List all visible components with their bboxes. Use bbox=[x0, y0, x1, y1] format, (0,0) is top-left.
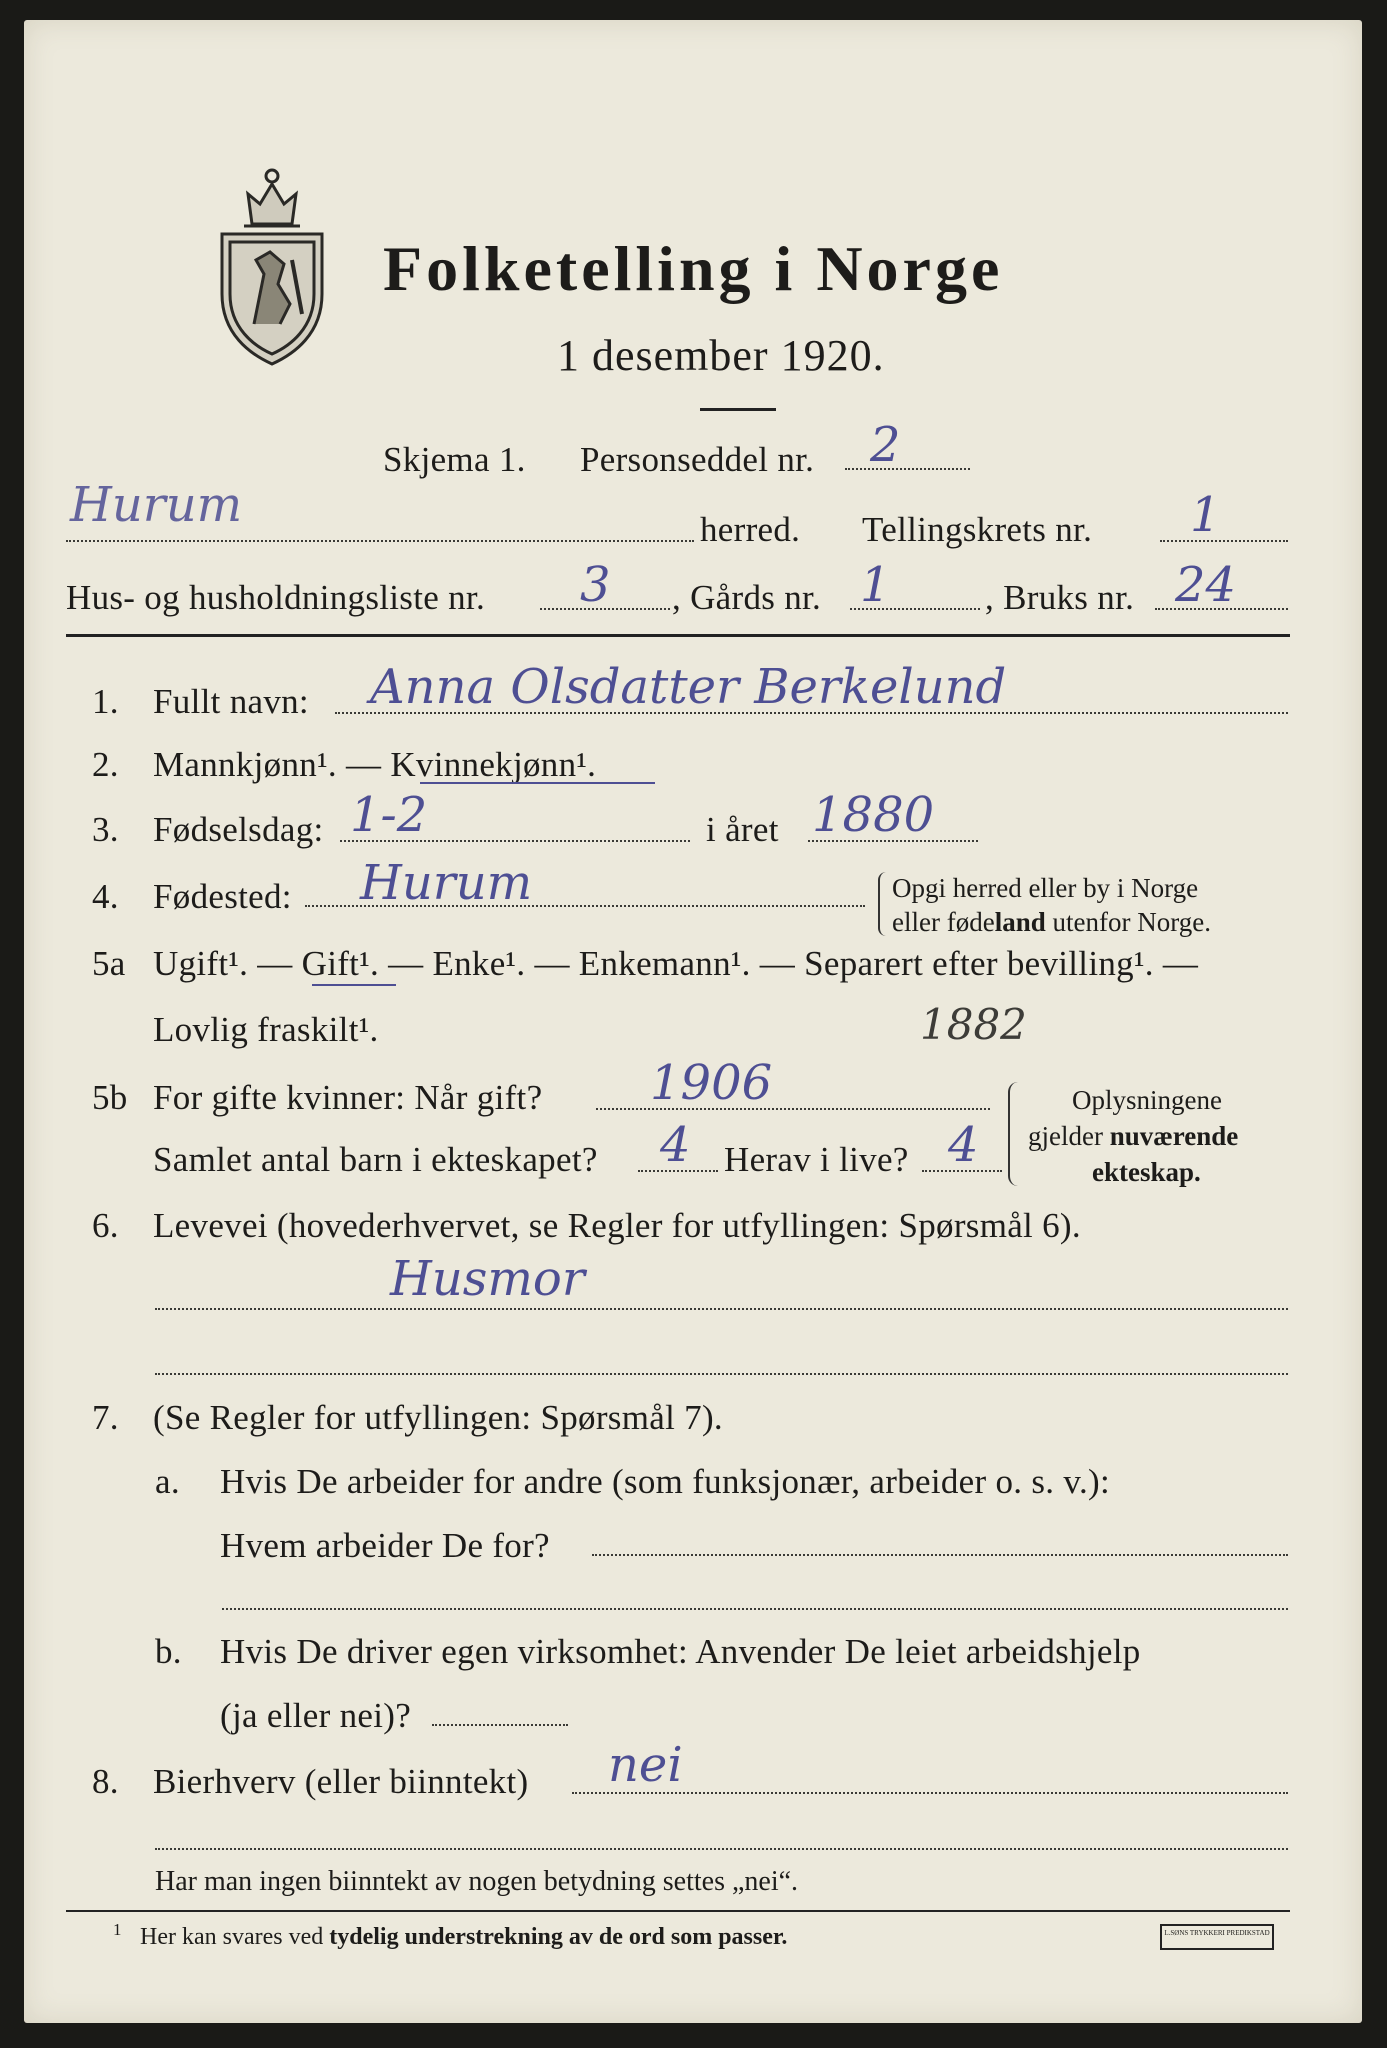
husliste-label: Hus- og husholdningsliste nr. bbox=[66, 578, 485, 617]
q5b-alive-label: Herav i live? bbox=[724, 1140, 909, 1179]
gards-label: , Gårds nr. bbox=[672, 578, 822, 617]
herred-value: Hurum bbox=[70, 477, 243, 533]
title-divider bbox=[700, 408, 776, 411]
q5a-label-line2: Lovlig fraskilt¹. bbox=[153, 1010, 379, 1049]
q7a-field-line1[interactable] bbox=[592, 1554, 1288, 1556]
header-rule bbox=[66, 634, 1290, 637]
tellingskrets-label: Tellingskrets nr. bbox=[862, 510, 1093, 549]
q4-note-2a: eller føde bbox=[892, 907, 995, 937]
q5b-note-line3: ekteskap. bbox=[1092, 1157, 1201, 1187]
q7b-label-line2: (ja eller nei)? bbox=[220, 1696, 412, 1735]
footnote-text-b: tydelig understrekning av de ord som passer. bbox=[329, 1924, 788, 1950]
q5b-married-value: 1906 bbox=[650, 1055, 773, 1111]
q3-year-label: i året bbox=[706, 810, 779, 849]
q7b-letter: b. bbox=[155, 1632, 182, 1671]
printer-stamp bbox=[1160, 1924, 1274, 1950]
q5b-number: 5b bbox=[92, 1078, 128, 1117]
personseddel-value: 2 bbox=[870, 417, 901, 473]
q7b-field[interactable] bbox=[432, 1724, 568, 1726]
q5a-label: Ugift¹. — Gift¹. — Enke¹. — Enkemann¹. — Separert efter bevilling¹. — bbox=[153, 944, 1199, 983]
q4-value: Hurum bbox=[360, 855, 533, 911]
q7-number: 7. bbox=[92, 1398, 119, 1437]
q7b-label: Hvis De driver egen virksomhet: Anvender De leiet arbeidshjelp bbox=[220, 1632, 1141, 1671]
q6-field-line1[interactable] bbox=[155, 1308, 1288, 1310]
q5b-children-value: 4 bbox=[660, 1117, 691, 1173]
q6-field-line2[interactable] bbox=[155, 1373, 1288, 1375]
q4-label: Fødested: bbox=[153, 877, 292, 916]
q2-number: 2. bbox=[92, 745, 119, 784]
footnote-number: 1 bbox=[113, 1920, 122, 1939]
q5b-note-brace bbox=[1008, 1082, 1020, 1186]
q4-note-line2 bbox=[892, 906, 1211, 938]
footnote-text-a: Her kan svares ved bbox=[140, 1924, 330, 1950]
q4-note-2b: land bbox=[994, 907, 1046, 937]
q3-label: Fødselsdag: bbox=[153, 810, 324, 849]
footer-note: Har man ingen biinntekt av nogen betydning settes „nei“. bbox=[155, 1866, 799, 1897]
form-date: 1 desember 1920. bbox=[557, 331, 885, 380]
q6-label: Levevei (hovederhvervet, se Regler for utfyllingen: Spørsmål 6). bbox=[153, 1206, 1081, 1245]
q5a-underline-gift bbox=[312, 984, 396, 986]
q4-note-2c: utenfor Norge. bbox=[1045, 907, 1211, 937]
q3-year-value: 1880 bbox=[812, 787, 935, 843]
bruks-value: 24 bbox=[1175, 557, 1237, 613]
q4-note-line1: Opgi herred eller by i Norge bbox=[892, 873, 1199, 903]
q8-field-line2[interactable] bbox=[155, 1848, 1288, 1850]
personseddel-label: Personseddel nr. bbox=[580, 440, 815, 479]
q5b-note-line1: Oplysningene bbox=[1072, 1085, 1222, 1115]
q7a-field-line2[interactable] bbox=[222, 1608, 1288, 1610]
q5b-note-line2 bbox=[1028, 1120, 1238, 1152]
bruks-label: , Bruks nr. bbox=[985, 578, 1135, 617]
q3-number: 3. bbox=[92, 810, 119, 849]
q6-number: 6. bbox=[92, 1206, 119, 1245]
norway-coat-of-arms-icon bbox=[214, 164, 330, 366]
q6-value: Husmor bbox=[390, 1251, 585, 1307]
tellingskrets-value: 1 bbox=[1190, 487, 1221, 543]
q5b-note-2b: nuværende bbox=[1109, 1121, 1239, 1151]
q7a-label: Hvis De arbeider for andre (som funksjonær, arbeider o. s. v.): bbox=[220, 1462, 1110, 1501]
q5b-children-label: Samlet antal barn i ekteskapet? bbox=[153, 1140, 598, 1179]
q5a-margin-note: 1882 bbox=[920, 1000, 1027, 1049]
form-title: Folketelling i Norge bbox=[383, 233, 1004, 304]
q1-number: 1. bbox=[92, 682, 119, 721]
q5a-number: 5a bbox=[92, 944, 126, 983]
footnote-text bbox=[140, 1924, 787, 1951]
gards-value: 1 bbox=[860, 557, 891, 613]
q7-label: (Se Regler for utfyllingen: Spørsmål 7). bbox=[153, 1398, 723, 1437]
q5b-note-2a: gjelder bbox=[1028, 1121, 1110, 1151]
q8-value: nei bbox=[608, 1737, 683, 1793]
q5b-label: For gifte kvinner: Når gift? bbox=[153, 1078, 543, 1117]
q3-day-value: 1-2 bbox=[350, 787, 428, 843]
footer-rule bbox=[66, 1910, 1290, 1912]
tellingskrets-field[interactable] bbox=[1160, 540, 1288, 542]
q7a-label-line2: Hvem arbeider De for? bbox=[220, 1526, 550, 1565]
q2-underline-kvinnekjonn bbox=[420, 782, 655, 784]
q1-value: Anna Olsdatter Berkelund bbox=[370, 659, 1007, 715]
husliste-value: 3 bbox=[580, 557, 611, 613]
q8-label: Bierhverv (eller biinntekt) bbox=[153, 1762, 529, 1801]
q8-number: 8. bbox=[92, 1762, 119, 1801]
q5b-alive-value: 4 bbox=[948, 1117, 979, 1173]
q4-number: 4. bbox=[92, 877, 119, 916]
q7a-letter: a. bbox=[155, 1462, 180, 1501]
herred-label: herred. bbox=[700, 510, 801, 549]
printer-stamp-text: L.SØNS TRYKKERI PREDIKSTAD bbox=[1164, 1929, 1270, 1937]
q4-note-brace bbox=[878, 872, 888, 936]
q1-label: Fullt navn: bbox=[153, 682, 309, 721]
skjema-label: Skjema 1. bbox=[383, 440, 526, 479]
q2-label: Mannkjønn¹. — Kvinnekjønn¹. bbox=[153, 745, 597, 784]
herred-field[interactable] bbox=[66, 540, 694, 542]
personseddel-field[interactable] bbox=[845, 468, 970, 470]
